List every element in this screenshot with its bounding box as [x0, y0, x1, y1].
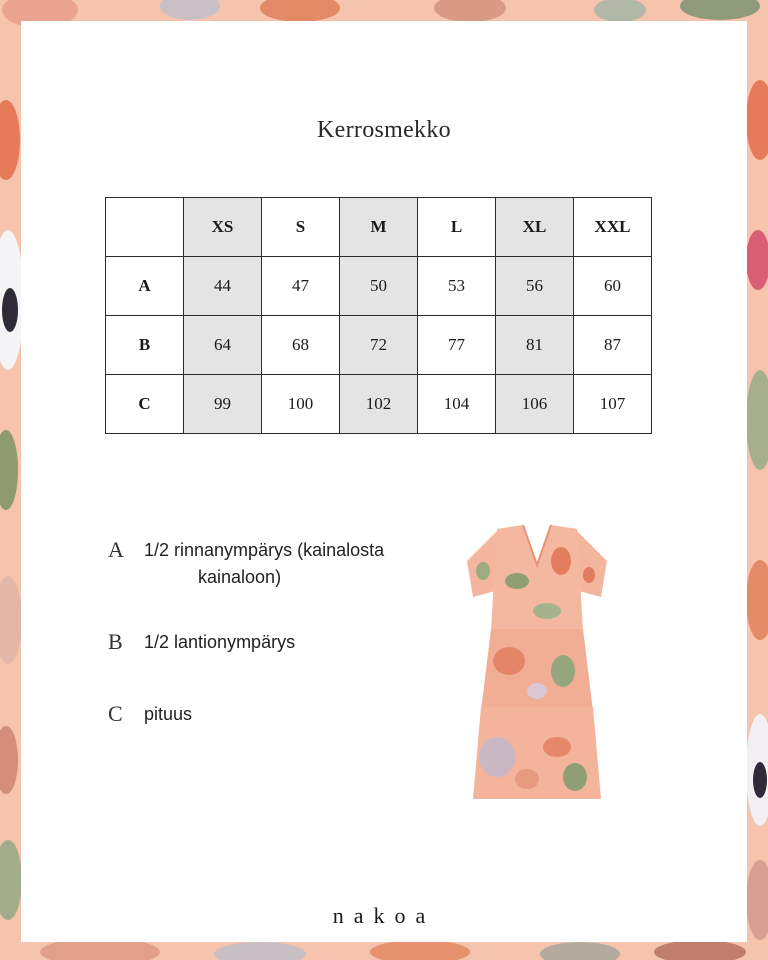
legend-text [144, 537, 384, 591]
table-cell: 47 [262, 257, 340, 316]
legend-text-line: 1/2 rinnanympärys (kainalosta [144, 540, 385, 560]
table-row [106, 316, 652, 375]
table-corner-cell [106, 198, 184, 257]
table-cell: 102 [340, 375, 418, 434]
size-header-xl: XL [496, 198, 574, 257]
table-cell: 50 [340, 257, 418, 316]
table-row [106, 257, 652, 316]
legend-item-c [108, 701, 192, 728]
size-header-m: M [340, 198, 418, 257]
size-header-xxl: XXL [574, 198, 652, 257]
table-cell: 107 [574, 375, 652, 434]
legend-item-b [108, 629, 295, 656]
row-label-c: C [106, 375, 184, 434]
size-table [105, 197, 652, 434]
table-cell: 72 [340, 316, 418, 375]
table-cell: 64 [184, 316, 262, 375]
table-cell: 56 [496, 257, 574, 316]
legend-letter: A [108, 537, 124, 562]
table-cell: 44 [184, 257, 262, 316]
table-cell: 60 [574, 257, 652, 316]
table-row [106, 375, 652, 434]
legend-letter: B [108, 629, 123, 654]
size-header-l: L [418, 198, 496, 257]
table-cell: 99 [184, 375, 262, 434]
table-cell: 68 [262, 316, 340, 375]
legend-letter: C [108, 701, 123, 726]
size-header-xs: XS [184, 198, 262, 257]
legend-text: 1/2 lantionympärys [144, 632, 296, 652]
table-cell: 77 [418, 316, 496, 375]
table-cell: 106 [496, 375, 574, 434]
table-cell: 53 [418, 257, 496, 316]
row-label-b: B [106, 316, 184, 375]
dress-product-image [457, 521, 617, 811]
table-cell: 104 [418, 375, 496, 434]
legend-text-line: kainaloon) [198, 567, 282, 587]
brand-logo: nakoa [332, 903, 436, 928]
size-chart-card [21, 21, 747, 942]
table-header-row [106, 198, 652, 257]
page-title: Kerrosmekko [317, 117, 451, 143]
table-cell: 100 [262, 375, 340, 434]
row-label-a: A [106, 257, 184, 316]
table-cell: 87 [574, 316, 652, 375]
legend-item-a [108, 537, 384, 591]
table-cell: 81 [496, 316, 574, 375]
size-header-s: S [262, 198, 340, 257]
legend-text: pituus [144, 704, 193, 724]
